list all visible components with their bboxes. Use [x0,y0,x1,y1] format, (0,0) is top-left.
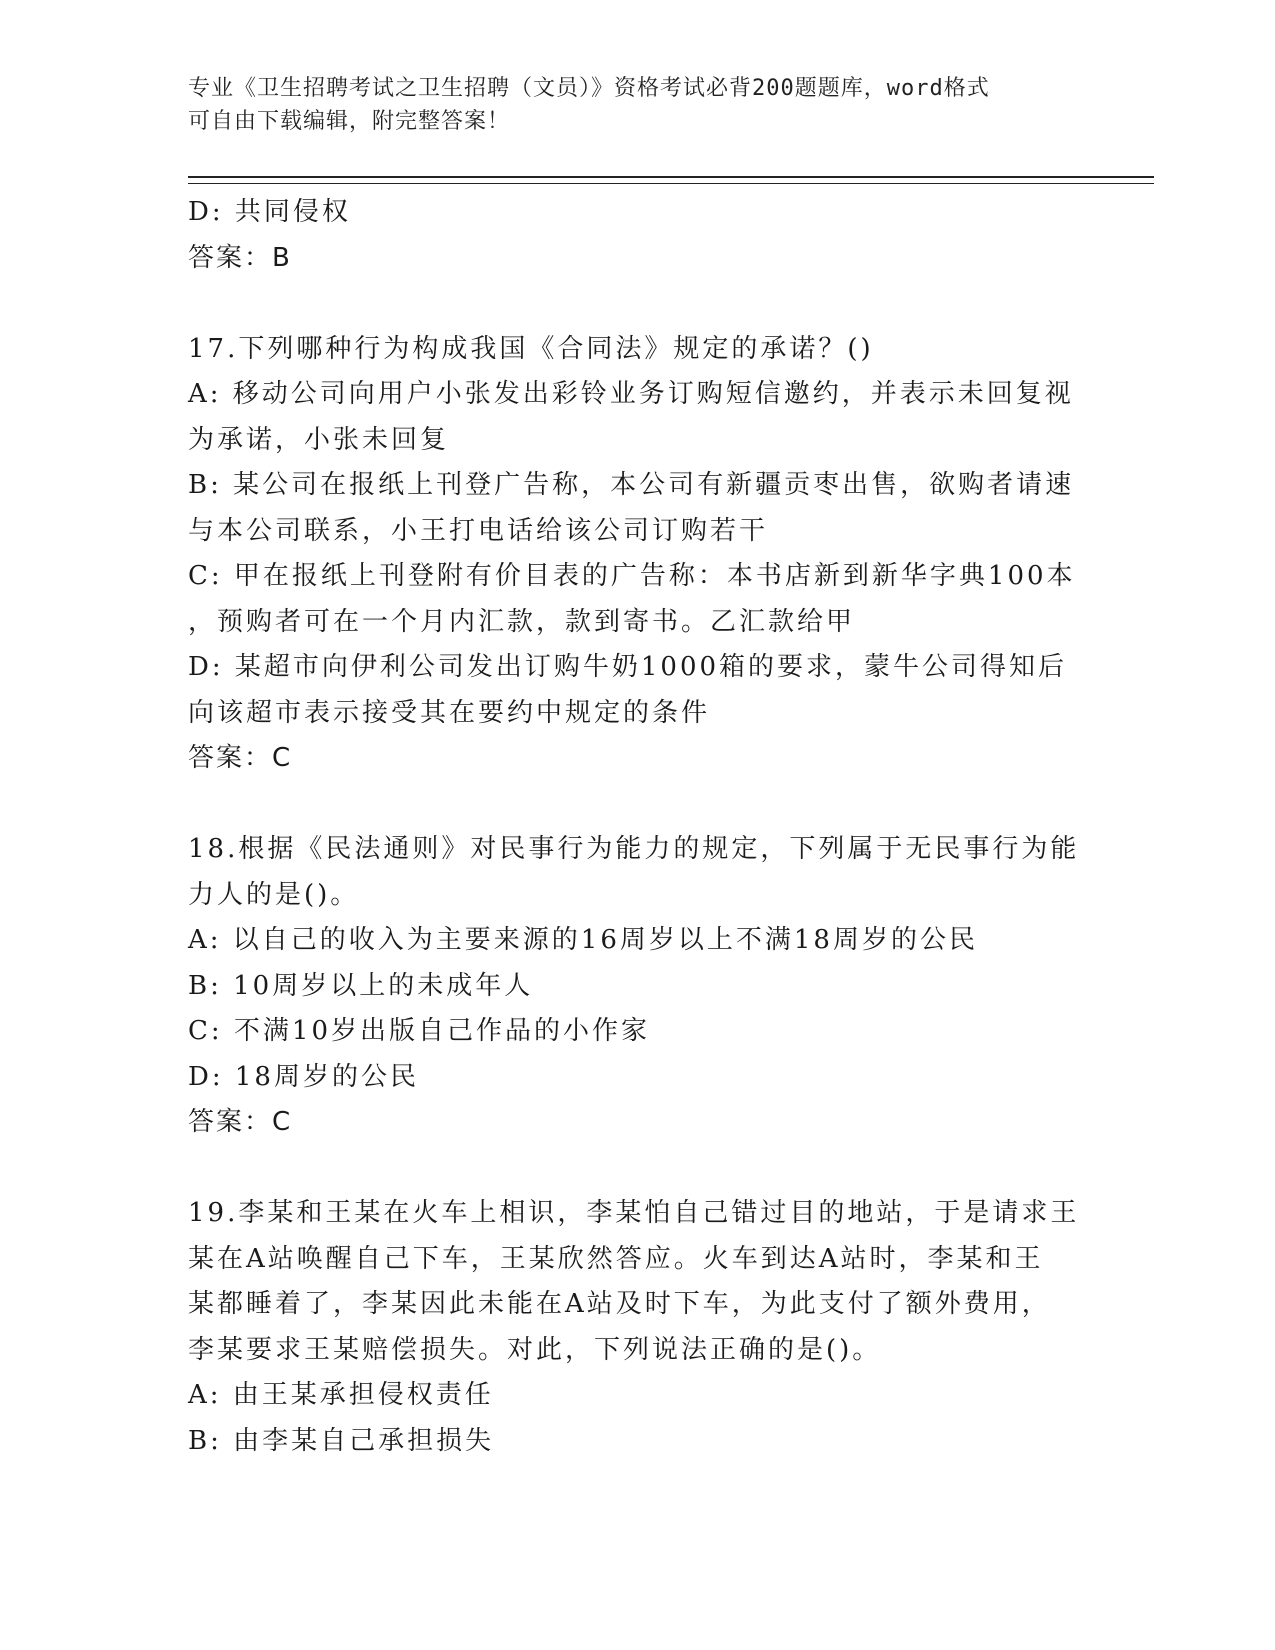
q19-stem-line-4: 李某要求王某赔偿损失。对此，下列说法正确的是()。 [188,1334,882,1365]
question-16 [188,190,1078,281]
q18-stem-line-2: 力人的是()。 [188,879,360,910]
q17-option-c-line-2: ，预购者可在一个月内汇款，款到寄书。乙汇款给甲 [188,606,856,637]
spacer [188,1146,1078,1192]
q18-answer: 答案：C [188,1107,293,1137]
q19-stem-line-3: 某都睡着了，李某因此未能在A站及时下车，为此支付了额外费用， [188,1289,1051,1319]
q17-option-b-line-1: B: 某公司在报纸上刊登广告称，本公司有新疆贡枣出售，欲购者请速 [188,470,1075,500]
q17-option-a-line-2: 为承诺，小张未回复 [188,424,450,455]
q18-option-b: B: 10周岁以上的未成年人 [188,970,534,1001]
q17-option-c-line-1: C: 甲在报纸上刊登附有价目表的广告称：本书店新到新华字典100本 [188,561,1076,591]
q17-option-d-line-1: D: 某超市向伊利公司发出订购牛奶1000箱的要求，蒙牛公司得知后 [188,652,1068,682]
q18-option-a: A: 以自己的收入为主要来源的16周岁以上不满18周岁的公民 [188,925,978,955]
question-19 [188,1191,1078,1464]
q16-option-d: D: 共同侵权 [188,197,351,227]
spacer [188,281,1078,327]
q17-answer: 答案：C [188,743,293,773]
document-header [188,72,1068,138]
q18-option-d: D: 18周岁的公民 [188,1061,419,1092]
q17-option-a-line-1: A: 移动公司向用户小张发出彩铃业务订购短信邀约，并表示未回复视 [188,379,1074,409]
q19-option-a: A: 由王某承担侵权责任 [188,1380,494,1410]
q19-stem-line-2: 某在A站唤醒自己下车，王某欣然答应。火车到达A站时，李某和王 [188,1243,1044,1274]
question-18 [188,827,1078,1146]
q18-stem-line-1: 18.根据《民法通则》对民事行为能力的规定，下列属于无民事行为能 [188,834,1080,864]
q17-option-d-line-2: 向该超市表示接受其在要约中规定的条件 [188,697,711,728]
header-line-2: 可自由下载编辑，附完整答案！ [188,109,511,134]
spacer [188,782,1078,828]
header-rule-thin [188,183,1154,184]
q17-option-b-line-2: 与本公司联系，小王打电话给该公司订购若干 [188,515,769,546]
q17-stem: 17.下列哪种行为构成我国《合同法》规定的承诺？() [188,333,874,364]
header-line-1: 专业《卫生招聘考试之卫生招聘（文员）》资格考试必背200题题库，word格式 [188,76,990,101]
q19-stem-line-1: 19.李某和王某在火车上相识，李某怕自己错过目的地站，于是请求王 [188,1198,1080,1228]
q19-option-b: B: 由李某自己承担损失 [188,1425,495,1456]
document-body [188,190,1078,1464]
q16-answer: 答案：B [188,242,292,273]
header-rule-thick [188,176,1154,178]
q18-option-c: C: 不满10岁出版自己作品的小作家 [188,1016,651,1046]
question-17 [188,327,1078,782]
